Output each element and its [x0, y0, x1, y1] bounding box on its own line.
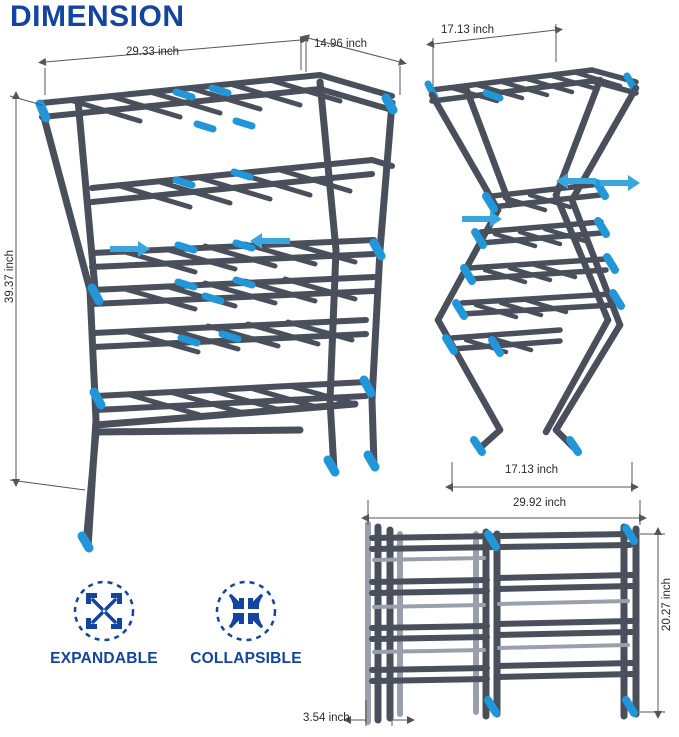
dim-label-collapsed-mid-width: 17.13 inch: [505, 464, 559, 476]
arrow-right-top: [600, 175, 640, 191]
dim-label-folded-thickness: 3.54 inch: [303, 712, 350, 724]
feature-collapsible: [172, 580, 320, 668]
dim-label-expanded-height: 39.37 inch: [4, 250, 16, 304]
rack-partially-collapsed: [428, 70, 640, 452]
dim-label-collapsed-top-width: 17.13 inch: [441, 24, 495, 36]
feature-expandable-label: EXPANDABLE: [50, 650, 158, 667]
page-title: DIMENSION: [10, 0, 185, 33]
rack-expanded-large: [40, 75, 393, 548]
dim-label-folded-width: 29.92 inch: [513, 497, 567, 509]
dim-label-expanded-width: 29.33 inch: [126, 46, 180, 58]
feature-expandable: [30, 580, 178, 668]
dim-label-folded-height: 20.27 inch: [661, 578, 673, 632]
feature-collapsible-label: COLLAPSIBLE: [190, 650, 302, 667]
rack-folded-flat: [368, 524, 636, 722]
expand-arrows-icon: [73, 580, 135, 642]
dim-label-expanded-depth: 14.96 inch: [314, 38, 368, 50]
collapse-arrows-icon: [215, 580, 277, 642]
